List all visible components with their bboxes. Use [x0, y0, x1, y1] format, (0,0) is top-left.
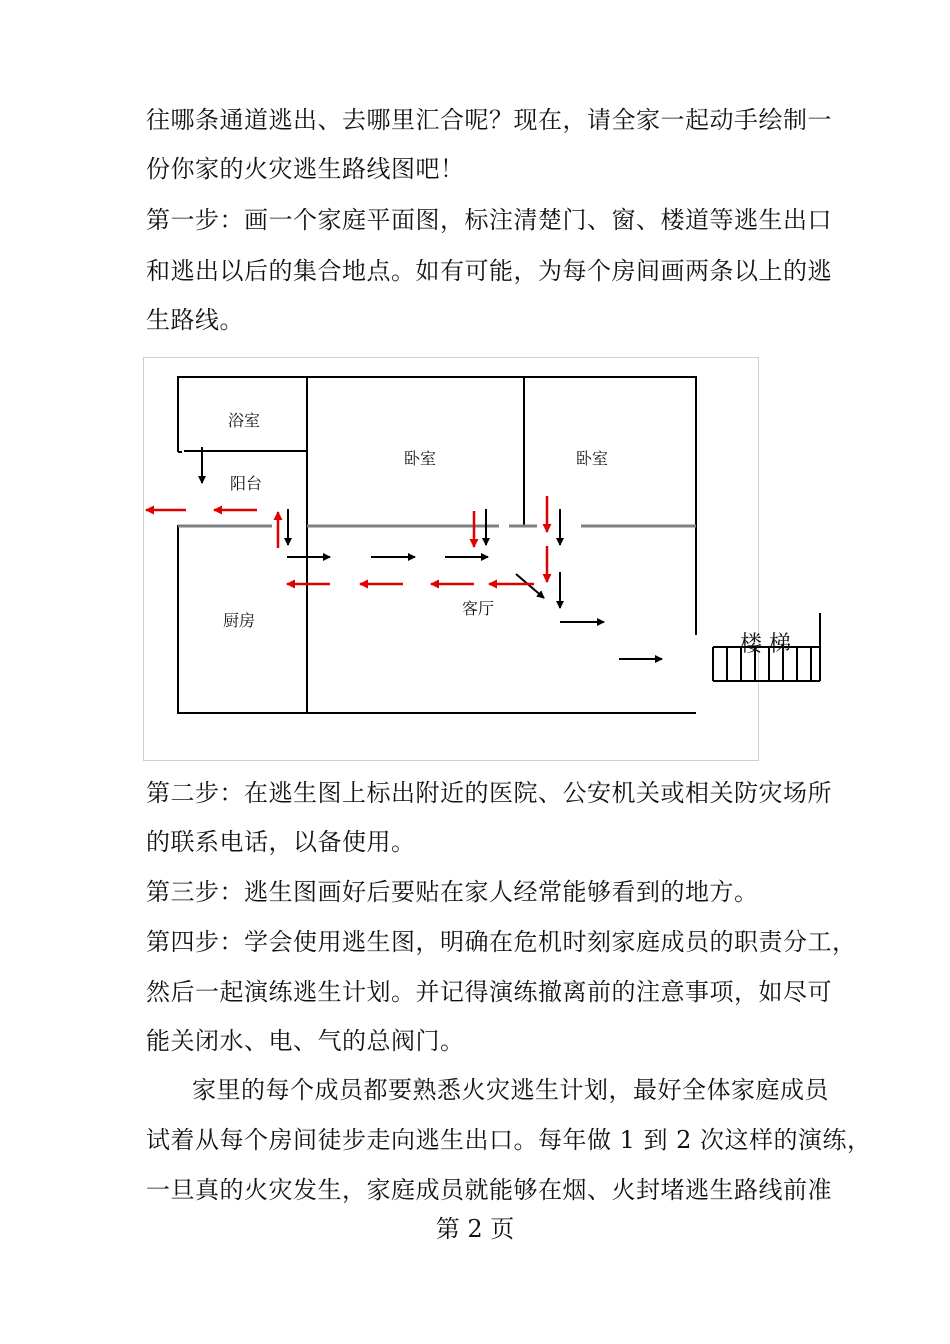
- step4-line-2: 然后一起演练逃生计划。并记得演练撤离前的注意事项，如尽可: [146, 978, 832, 1006]
- step4-line-3: 能关闭水、电、气的总阀门。: [146, 1027, 465, 1055]
- paragraph-line-2: 份你家的火灾逃生路线图吧！: [146, 155, 465, 183]
- route-arrow: [516, 574, 544, 598]
- paragraph-line-1: 往哪条通道逃出、去哪里汇合呢？现在，请全家一起动手绘制一: [146, 106, 832, 134]
- step4-line-1: 第四步：学会使用逃生图，明确在危机时刻家庭成员的职责分工，: [146, 928, 857, 956]
- kitchen-label: 厨房: [223, 613, 256, 630]
- closing-line-2: 试着从每个房间徒步走向逃生出口。每年做 1 到 2 次这样的演练，: [146, 1126, 872, 1154]
- closing-line-1: 家里的每个成员都要熟悉火灾逃生计划，最好全体家庭成员: [192, 1076, 829, 1104]
- step1-line-1: 第一步：画一个家庭平面图，标注清楚门、窗、楼道等逃生出口: [146, 206, 832, 234]
- stairs-label: 楼 梯: [740, 632, 791, 657]
- step1-line-2: 和逃出以后的集合地点。如有可能，为每个房间画两条以上的逃: [146, 257, 832, 285]
- bathroom-label: 浴室: [228, 413, 261, 430]
- balcony-label: 阳台: [230, 476, 263, 493]
- bedroom2-label: 卧室: [576, 451, 609, 468]
- route-arrows-black: [202, 447, 662, 659]
- step2-line-2: 的联系电话，以备使用。: [146, 828, 416, 856]
- page-number: 第 2 页: [435, 1215, 515, 1243]
- bedroom1-label: 卧室: [404, 451, 437, 468]
- outer-wall-bottom: [178, 525, 696, 713]
- living-room-label: 客厅: [462, 601, 495, 618]
- closing-line-3: 一旦真的火灾发生，家庭成员就能够在烟、火封堵逃生路线前准: [146, 1176, 832, 1204]
- step2-line-1: 第二步：在逃生图上标出附近的医院、公安机关或相关防灾场所: [146, 779, 832, 807]
- floorplan-svg: [144, 358, 791, 762]
- step1-line-3: 生路线。: [146, 306, 244, 334]
- room-labels: [223, 412, 608, 630]
- step3-line: 第三步：逃生图画好后要贴在家人经常能够看到的地方。: [146, 878, 759, 906]
- escape-floorplan-figure: [143, 357, 791, 761]
